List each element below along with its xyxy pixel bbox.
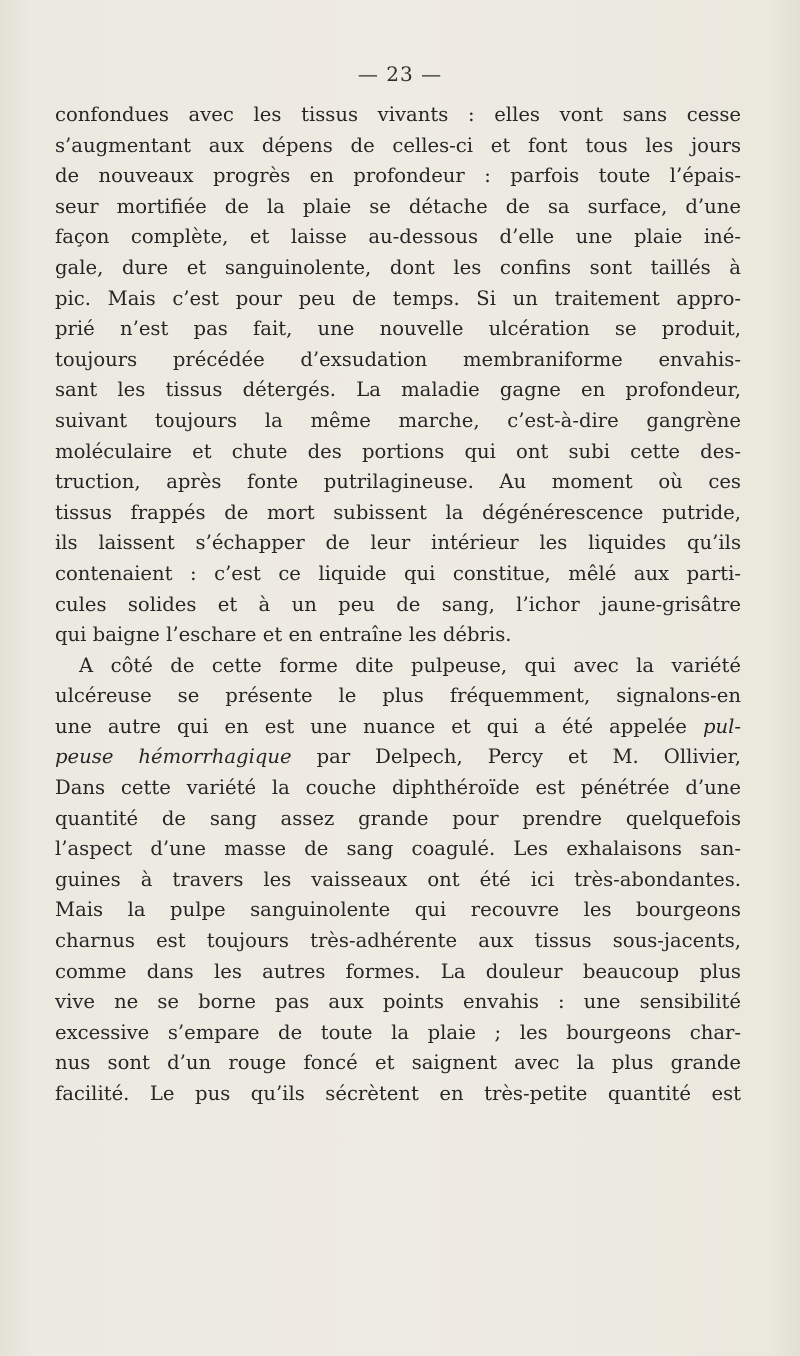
text-line: prié n’est pas fait, une nouvelle ulcération se produit, bbox=[55, 317, 741, 341]
text-line: façon complète, et laisse au-dessous d’elle une plaie iné- bbox=[55, 225, 741, 249]
italic-term: pul- bbox=[702, 714, 741, 738]
text-line: pic. Mais c’est pour peu de temps. Si un traitement appro- bbox=[55, 286, 741, 310]
text-line: A côté de cette forme dite pulpeuse, qui avec la variété bbox=[79, 653, 741, 677]
text-line: nus sont d’un rouge foncé et saignent avec la plus grande bbox=[55, 1051, 741, 1075]
text-line bbox=[55, 712, 741, 743]
text-line: guines à travers les vaisseaux ont été ici très-abondantes. bbox=[55, 867, 741, 891]
text-line: ils laissent s’échapper de leur intérieur les liquides qu’ils bbox=[55, 531, 741, 555]
text-line: contenaient : c’est ce liquide qui constitue, mêlé aux parti- bbox=[55, 561, 741, 585]
text-line: vive ne se borne pas aux points envahis : une sensibilité bbox=[55, 990, 741, 1014]
text-segment: par Delpech, Percy et M. Ollivier, bbox=[316, 745, 741, 769]
text-line: de nouveaux progrès en profondeur : parfois toute l’épais- bbox=[55, 164, 741, 188]
text-line: tissus frappés de mort subissent la dégénérescence putride, bbox=[55, 500, 741, 524]
text-line: seur mortifiée de la plaie se détache de sa surface, d’une bbox=[55, 194, 741, 218]
text-line: ulcéreuse se présente le plus fréquemment, signalons-en bbox=[55, 684, 741, 708]
text-line: quantité de sang assez grande pour prendre quelquefois bbox=[55, 806, 741, 830]
text-line: Mais la pulpe sanguinolente qui recouvre les bourgeons bbox=[55, 898, 741, 922]
text-line bbox=[55, 742, 741, 773]
text-line: s’augmentant aux dépens de celles-ci et font tous les jours bbox=[55, 133, 741, 157]
italic-term: peuse hémorrhagique bbox=[55, 745, 292, 769]
text-segment: une autre qui en est une nuance et qui a été appelée bbox=[55, 714, 687, 738]
text-line: moléculaire et chute des portions qui ont subi cette des- bbox=[55, 439, 741, 463]
text-line: charnus est toujours très-adhérente aux tissus sous-jacents, bbox=[55, 929, 741, 953]
text-line: l’aspect d’une masse de sang coagulé. Les exhalaisons san- bbox=[55, 837, 741, 861]
text-line: confondues avec les tissus vivants : elles vont sans cesse bbox=[55, 103, 741, 126]
text-line: comme dans les autres formes. La douleur beaucoup plus bbox=[55, 959, 741, 983]
body-text bbox=[55, 100, 741, 1110]
text-line: excessive s’empare de toute la plaie ; les bourgeons char- bbox=[55, 1020, 741, 1044]
text-line: gale, dure et sanguinolente, dont les confins sont taillés à bbox=[55, 255, 741, 279]
text-line: toujours précédée d’exsudation membraniforme envahis- bbox=[55, 347, 741, 371]
text-line: Dans cette variété la couche diphthéroïde est pénétrée d’une bbox=[55, 776, 741, 800]
text-line: sant les tissus détergés. La maladie gagne en profondeur, bbox=[55, 378, 741, 402]
text-line: suivant toujours la même marche, c’est-à-dire gangrène bbox=[55, 408, 741, 432]
text-line: qui baigne l’eschare et en entraîne les débris. bbox=[55, 623, 512, 647]
text-line: facilité. Le pus qu’ils sécrètent en très-petite quantité est bbox=[55, 1082, 741, 1105]
page-number: — 23 — bbox=[357, 62, 443, 86]
text-line: truction, après fonte putrilagineuse. Au moment où ces bbox=[55, 470, 741, 494]
text-line: cules solides et à un peu de sang, l’ichor jaune-grisâtre bbox=[55, 592, 741, 616]
